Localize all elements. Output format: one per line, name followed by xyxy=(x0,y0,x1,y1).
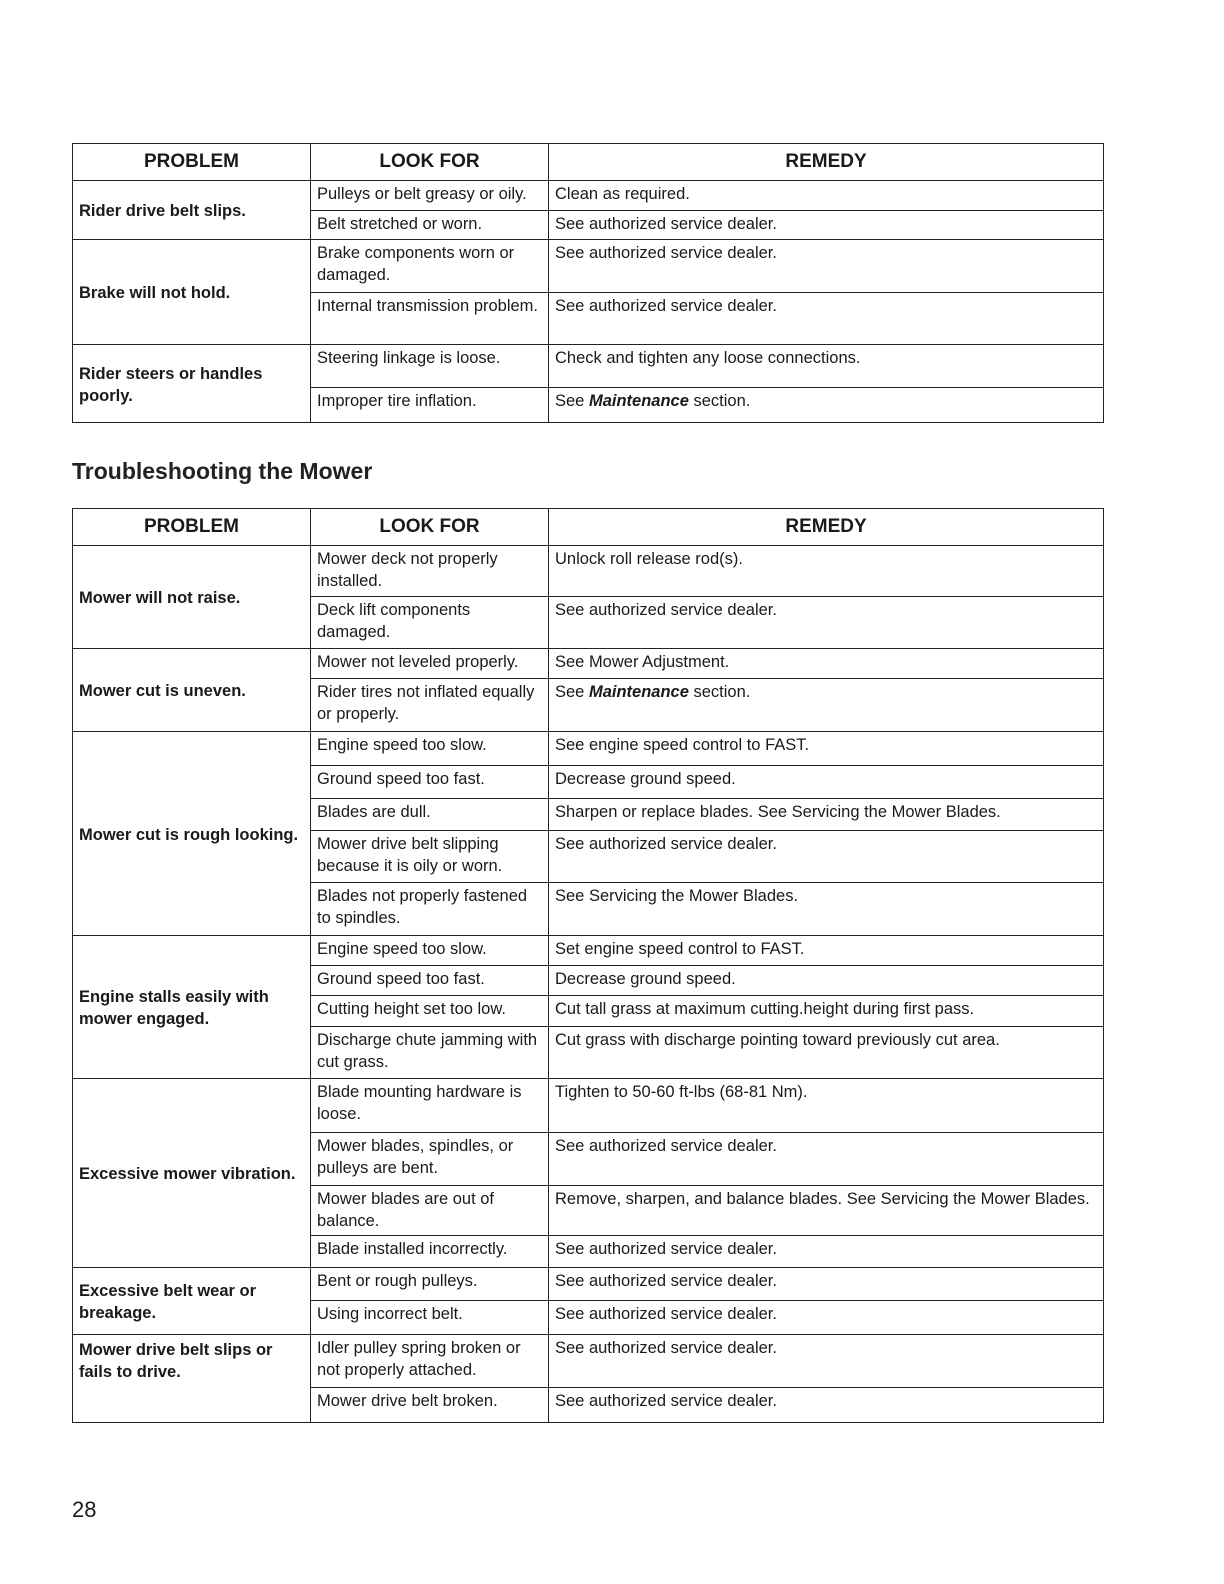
table-row xyxy=(73,1335,1104,1388)
remedy-cell: See engine speed control to FAST. xyxy=(549,732,1104,766)
table-row xyxy=(73,732,1104,766)
remedy-cell: Decrease ground speed. xyxy=(549,966,1104,996)
remedy-cell: See Maintenance section. xyxy=(549,679,1104,732)
remedy-cell: See Mower Adjustment. xyxy=(549,649,1104,679)
look-for-header: LOOK FOR xyxy=(311,144,549,181)
remedy-cell: See authorized service dealer. xyxy=(549,1236,1104,1268)
problem-cell: Mower will not raise. xyxy=(73,546,311,649)
remedy-cell: See authorized service dealer. xyxy=(549,1133,1104,1186)
mower-troubleshooting-table xyxy=(72,508,1104,1423)
look-for-cell: Pulleys or belt greasy or oily. xyxy=(311,181,549,211)
remedy-cell: See authorized service dealer. xyxy=(549,1335,1104,1388)
table-row xyxy=(73,546,1104,597)
look-for-cell: Mower blades, spindles, or pulleys are bent. xyxy=(311,1133,549,1186)
table-header-row xyxy=(73,509,1104,546)
remedy-cell: Tighten to 50-60 ft-lbs (68-81 Nm). xyxy=(549,1079,1104,1133)
look-for-cell: Mower deck not properly installed. xyxy=(311,546,549,597)
look-for-cell: Improper tire inflation. xyxy=(311,388,549,423)
problem-header: PROBLEM xyxy=(73,144,311,181)
problem-cell: Brake will not hold. xyxy=(73,240,311,345)
problem-cell: Mower cut is uneven. xyxy=(73,649,311,732)
page-number: 28 xyxy=(72,1497,97,1522)
remedy-header: REMEDY xyxy=(549,509,1104,546)
look-for-cell: Blades are dull. xyxy=(311,799,549,831)
look-for-cell: Ground speed too fast. xyxy=(311,966,549,996)
remedy-cell: See authorized service dealer. xyxy=(549,1388,1104,1423)
remedy-cell: Unlock roll release rod(s). xyxy=(549,546,1104,597)
look-for-cell: Brake components worn or damaged. xyxy=(311,240,549,293)
remedy-cell: Cut grass with discharge pointing toward previously cut area. xyxy=(549,1027,1104,1079)
look-for-cell: Discharge chute jamming with cut grass. xyxy=(311,1027,549,1079)
look-for-cell: Engine speed too slow. xyxy=(311,936,549,966)
remedy-cell: Cut tall grass at maximum cutting.height during first pass. xyxy=(549,996,1104,1027)
problem-header: PROBLEM xyxy=(73,509,311,546)
problem-cell: Rider drive belt slips. xyxy=(73,181,311,240)
remedy-cell: See authorized service dealer. xyxy=(549,211,1104,240)
rider-troubleshooting-table xyxy=(72,143,1104,423)
look-for-cell: Blade mounting hardware is loose. xyxy=(311,1079,549,1133)
remedy-cell: See authorized service dealer. xyxy=(549,240,1104,293)
look-for-cell: Ground speed too fast. xyxy=(311,766,549,799)
look-for-cell: Bent or rough pulleys. xyxy=(311,1268,549,1301)
look-for-cell: Steering linkage is loose. xyxy=(311,345,549,388)
remedy-cell: See authorized service dealer. xyxy=(549,293,1104,345)
remedy-cell: See authorized service dealer. xyxy=(549,597,1104,649)
look-for-cell: Rider tires not inflated equally or properly. xyxy=(311,679,549,732)
table-row xyxy=(73,936,1104,966)
look-for-cell: Mower not leveled properly. xyxy=(311,649,549,679)
remedy-cell: Remove, sharpen, and balance blades. See Servicing the Mower Blades. xyxy=(549,1186,1104,1236)
table-row xyxy=(73,181,1104,211)
look-for-cell: Using incorrect belt. xyxy=(311,1301,549,1335)
remedy-header: REMEDY xyxy=(549,144,1104,181)
remedy-cell: Clean as required. xyxy=(549,181,1104,211)
look-for-cell: Mower blades are out of balance. xyxy=(311,1186,549,1236)
problem-cell: Rider steers or handles poorly. xyxy=(73,345,311,423)
look-for-cell: Blade installed incorrectly. xyxy=(311,1236,549,1268)
remedy-cell: See Servicing the Mower Blades. xyxy=(549,883,1104,936)
table-row xyxy=(73,345,1104,388)
remedy-cell: See authorized service dealer. xyxy=(549,831,1104,883)
look-for-cell: Blades not properly fastened to spindles. xyxy=(311,883,549,936)
look-for-cell: Mower drive belt slipping because it is oily or worn. xyxy=(311,831,549,883)
look-for-cell: Belt stretched or worn. xyxy=(311,211,549,240)
remedy-cell: See Maintenance section. xyxy=(549,388,1104,423)
maintenance-emphasis: Maintenance xyxy=(588,392,689,410)
remedy-cell: See authorized service dealer. xyxy=(549,1268,1104,1301)
look-for-cell: Idler pulley spring broken or not properly attached. xyxy=(311,1335,549,1388)
problem-cell: Excessive belt wear or breakage. xyxy=(73,1268,311,1335)
look-for-cell: Internal transmission problem. xyxy=(311,293,549,345)
table-row xyxy=(73,240,1104,293)
problem-cell: Excessive mower vibration. xyxy=(73,1079,311,1268)
table-row xyxy=(73,1268,1104,1301)
section-title: Troubleshooting the Mower xyxy=(72,458,373,484)
table-header-row xyxy=(73,144,1104,181)
remedy-cell: Sharpen or replace blades. See Servicing the Mower Blades. xyxy=(549,799,1104,831)
remedy-cell: Check and tighten any loose connections. xyxy=(549,345,1104,388)
look-for-cell: Mower drive belt broken. xyxy=(311,1388,549,1423)
table-row xyxy=(73,1079,1104,1133)
problem-cell: Mower cut is rough looking. xyxy=(73,732,311,936)
table-row xyxy=(73,649,1104,679)
look-for-cell: Engine speed too slow. xyxy=(311,732,549,766)
remedy-cell: Set engine speed control to FAST. xyxy=(549,936,1104,966)
remedy-cell: Decrease ground speed. xyxy=(549,766,1104,799)
remedy-cell: See authorized service dealer. xyxy=(549,1301,1104,1335)
look-for-header: LOOK FOR xyxy=(311,509,549,546)
problem-cell: Mower drive belt slips or fails to drive. xyxy=(73,1335,311,1423)
problem-cell: Engine stalls easily with mower engaged. xyxy=(73,936,311,1079)
maintenance-emphasis: Maintenance xyxy=(588,683,689,701)
look-for-cell: Deck lift components damaged. xyxy=(311,597,549,649)
look-for-cell: Cutting height set too low. xyxy=(311,996,549,1027)
